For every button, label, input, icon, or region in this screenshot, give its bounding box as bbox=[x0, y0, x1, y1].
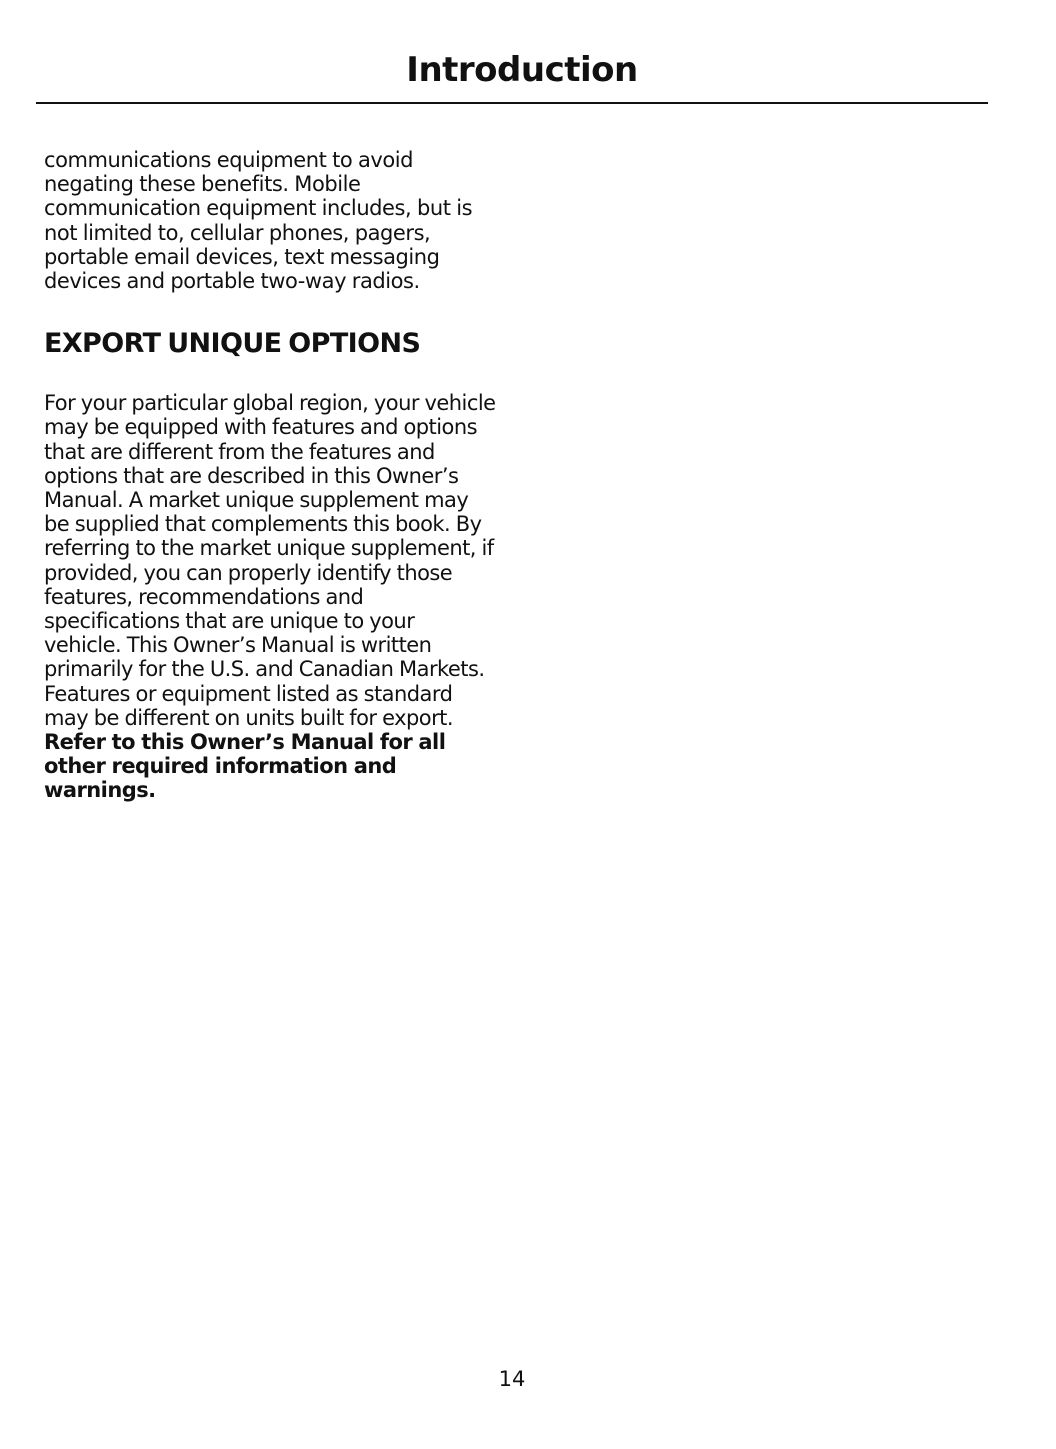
page-header bbox=[36, 0, 988, 104]
section-bold-text: Refer to this Owner’s Manual for all other required information and warnings. bbox=[44, 730, 446, 803]
page-title: Introduction bbox=[406, 50, 638, 90]
intro-paragraph: communications equipment to avoid negating these benefits. Mobile communication equipment includes, but is not limited to, cellular phones, pagers, portable email devices, text messaging devices and portable two-way radios. bbox=[44, 148, 473, 294]
section-paragraph bbox=[44, 391, 496, 802]
section-body-text: For your particular global region, your vehicle may be equipped with features and options that are different from the features and options that are described in this Owner’s Manual. A market unique supplement may be supplied that complements this book. By referring to the market unique supplement, if provided, you can properly identify those features, recommendations and specifications that are unique to your vehicle. This Owner’s Manual is written primarily for the U.S. and Canadian Markets. Features or equipment listed as standard may be different on units built for export. bbox=[44, 391, 496, 730]
page-number: 14 bbox=[498, 1367, 526, 1391]
text-column bbox=[44, 148, 496, 803]
section-heading: EXPORT UNIQUE OPTIONS bbox=[44, 328, 421, 360]
